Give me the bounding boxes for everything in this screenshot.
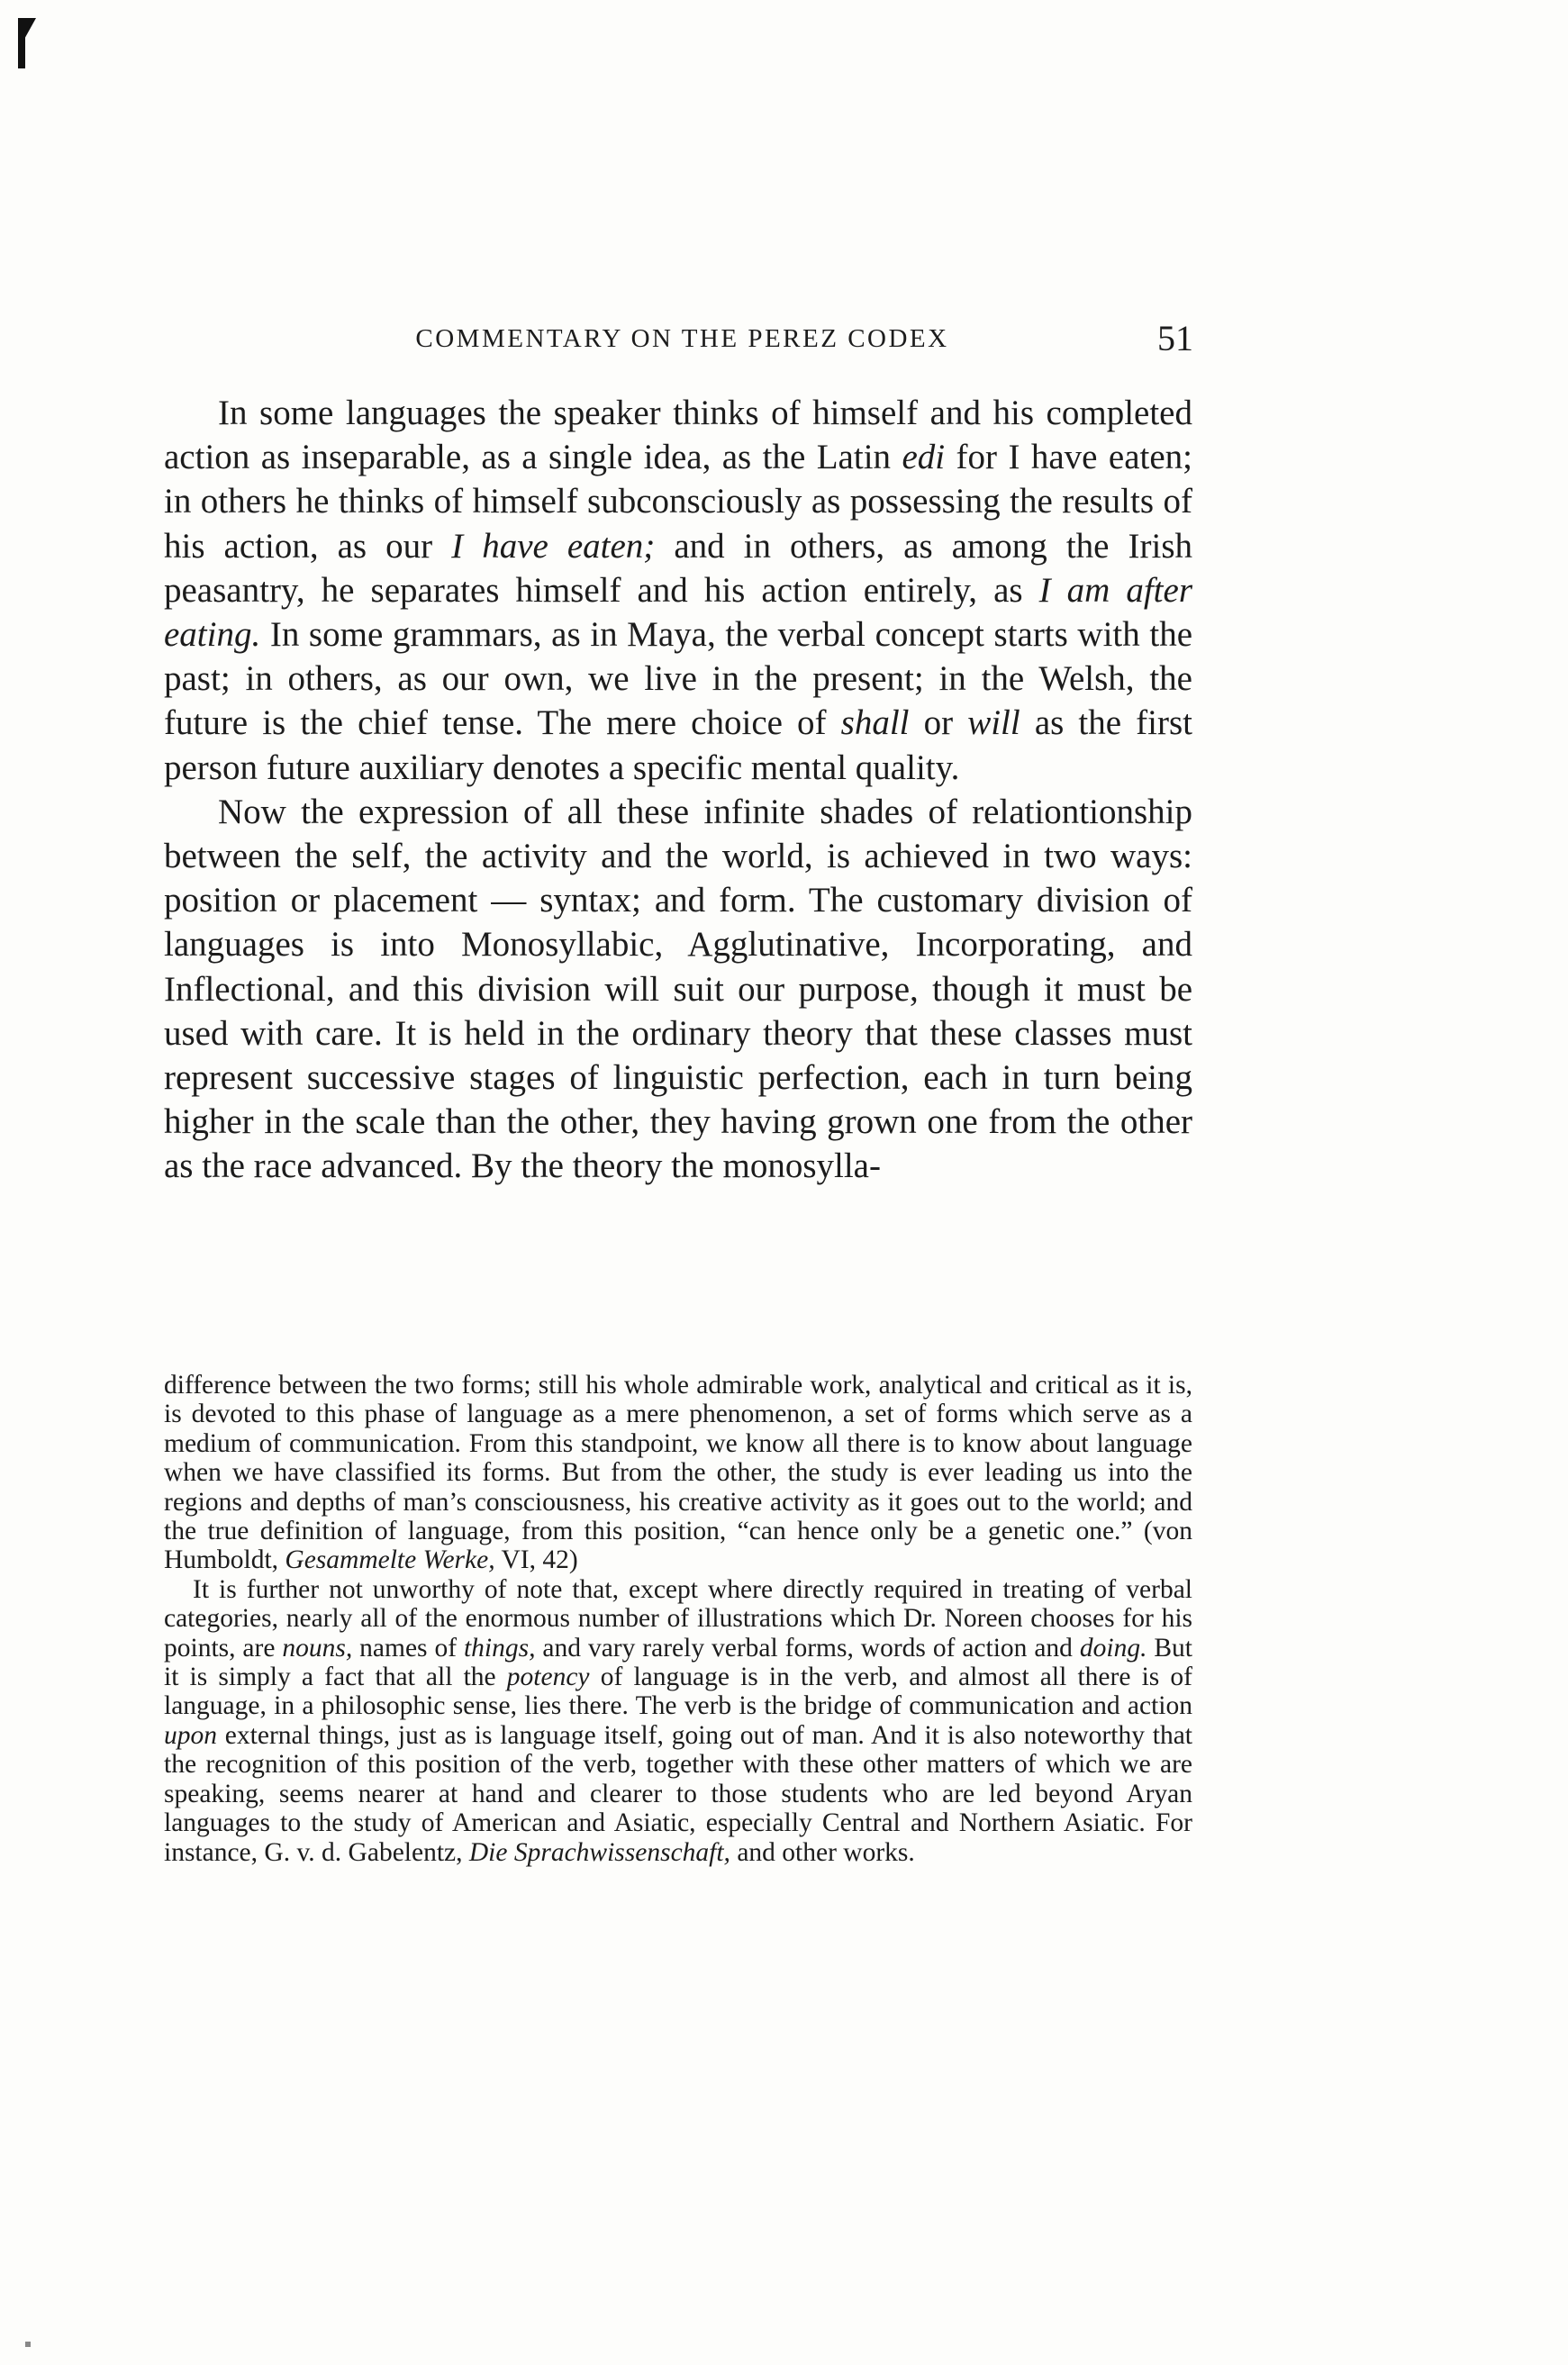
- italic-term: things,: [463, 1633, 536, 1663]
- italic-title: Gesammelte Werke,: [285, 1545, 495, 1575]
- italic-term: nouns,: [282, 1633, 353, 1663]
- text-run: But it is simply a fact that all the: [164, 1633, 1193, 1692]
- text-run: and vary rarely verbal forms, words of action and: [535, 1633, 1080, 1663]
- text-run: or: [909, 703, 968, 743]
- footnotes: [164, 1371, 1192, 1867]
- paragraph-1: [164, 391, 1192, 790]
- italic-term: upon: [164, 1720, 217, 1750]
- paragraph-2: Now the expression of all these infinite shades of relationtionship between the self, the activity and the world, is achieved in two ways: position or placement — syntax; and form. The customary division of languages is into Monosyllabic, Agglutinative, Incorporating, and Inflectional, and this division will suit our purpose, though it must be used with care. It is held in the ordinary theory that these classes must represent successive stages of linguistic perfection, each in turn being higher in the scale than the other, they having grown one from the other as the race advanced. By the theory the monosylla-: [164, 792, 1192, 1186]
- text-run: external things, just as is language itself, going out of man. And it is also noteworthy that the recognition of this position of the verb, together with these other matters of which we are speaking, seems nearer at hand and clearer to those students who are led beyond Aryan languages to the study of American and Asiatic, especially Central and Northern Asiatic. For instance, G. v. d. Gabelentz,: [164, 1720, 1192, 1867]
- main-text: [164, 391, 1192, 1189]
- text-run: VI, 42): [494, 1545, 578, 1575]
- text-run: names of: [352, 1633, 464, 1663]
- text-run: In some languages the speaker thinks of himself and his completed action as inseparable, as a single idea, as the Latin: [164, 394, 1192, 477]
- text-run: It is further not unworthy of note that, except where directly required in treating of verbal categories, nearly all of the enormous number of illustrations which Dr. Noreen chooses for his points, are: [164, 1574, 1192, 1663]
- italic-term: I am after eating.: [164, 570, 1192, 655]
- corner-print-mark: [18, 18, 36, 50]
- page-number: 51: [1157, 318, 1193, 358]
- text-run: and other works.: [730, 1837, 915, 1867]
- text-run: of language is in the verb, and almost all there is of language, in a philosophic sense, lies there. The verb is the bridge of communication and action: [164, 1663, 1192, 1721]
- italic-term: shall: [840, 703, 910, 743]
- text-run: In some grammars, as in Maya, the verbal concept starts with the past; in others, as our own, we live in the present; in the Welsh, the future is the chief tense. The mere choice of: [164, 615, 1192, 743]
- margin-speck: [25, 2342, 31, 2347]
- running-head: [171, 317, 1193, 362]
- italic-title: Die Sprachwissenschaft,: [468, 1837, 730, 1867]
- italic-term: will: [967, 703, 1020, 743]
- text-run: difference between the two forms; still his whole admirable work, analytical and critical as it is, is devoted to this phase of language as a mere phenomenon, a set of forms which serve as a medium of communication. From this standpoint, we know all there is to know about language when we have classified its forms. But from the other, the study is ever leading us into the regions and depths of man’s consciousness, his creative activity as it goes out to the world; and the true definition of language, from this position, “can hence only be a genetic one.” (von Humboldt,: [164, 1371, 1192, 1575]
- italic-term: potency: [506, 1663, 590, 1692]
- italic-term: edi: [902, 438, 946, 477]
- footnote-continuation: [164, 1371, 1192, 1575]
- text-run: for I have eaten; in others he thinks of himself subconsciously as possessing the results of his action, as our: [164, 438, 1193, 566]
- footnote-paragraph: [164, 1575, 1192, 1867]
- text-run: and in others, as among the Irish peasantry, he separates himself and his action entirely, as: [164, 526, 1192, 610]
- running-title: COMMENTARY ON THE PEREZ CODEX: [415, 324, 949, 353]
- italic-term: doing.: [1079, 1633, 1147, 1663]
- italic-term: I have eaten;: [451, 526, 656, 566]
- text-run: as the first person future auxiliary denotes a specific mental quality.: [164, 703, 1192, 787]
